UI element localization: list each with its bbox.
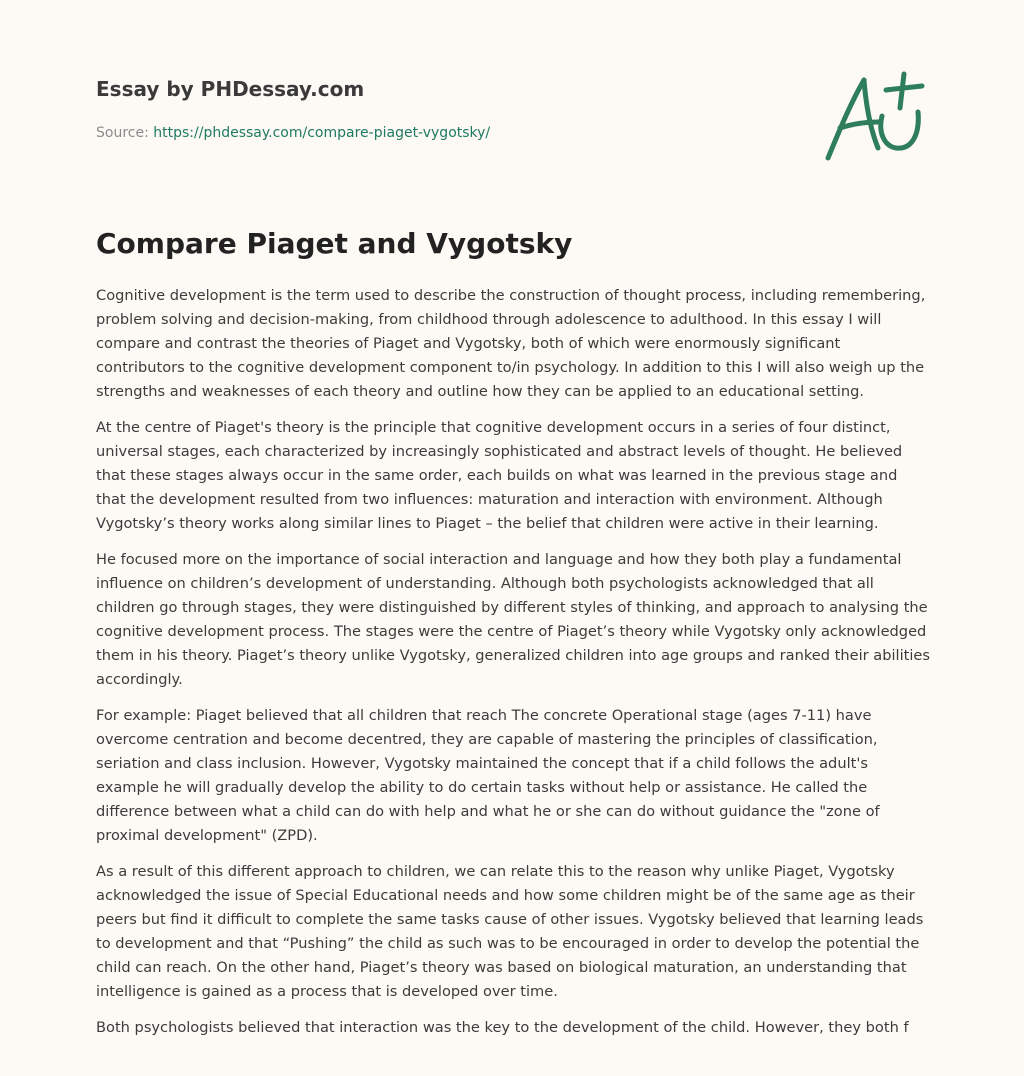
a-plus-grade-icon (820, 66, 930, 166)
page-header (96, 74, 796, 143)
essay-paragraph: Cognitive development is the term used to describe the construction of thought process, including remembering, problem solving and decision-making, from childhood through adolescence to adulthood. In this essay I will compare and contrast the theories of Piaget and Vygotsky, both of which were enormously significant contributors to the cognitive development component to/in psychology. In addition to this I will also weigh up the strengths and weaknesses of each theory and outline how they can be applied to an educational setting. (96, 287, 926, 400)
site-brand-title: Essay by PHDessay.com (96, 77, 365, 101)
essay-paragraph: As a result of this different approach to children, we can relate this to the reason why unlike Piaget, Vygotsky acknowledged the issue of Special Educational needs and how some children might be of the same age as their peers but find it difficult to complete the same tasks cause of other issues. Vygotsky believed that learning leads to development and that “Pushing” the child as such was to be encouraged in order to develop the potential the child can reach. On the other hand, Piaget’s theory was based on biological maturation, an understanding that intelligence is gained as a process that is developed over time. (96, 863, 924, 1000)
source-label: Source: (96, 125, 149, 141)
essay-paragraph: At the centre of Piaget's theory is the principle that cognitive development occurs in a series of four distinct, universal stages, each characterized by increasingly sophisticated and abstract levels of thought. He believed that these stages always occur in the same order, each builds on what was learned in the previous stage and that the development resulted from two influences: maturation and interaction with environment. Although Vygotsky’s theory works along similar lines to Piaget – the belief that children were active in their learning. (96, 419, 903, 532)
essay-title: Compare Piaget and Vygotsky (96, 227, 573, 260)
essay-paragraph: For example: Piaget believed that all children that reach The concrete Operational stage (ages 7-11) have overcome centration and become decentred, they are capable of mastering the principles of classification, seriation and class inclusion. However, Vygotsky maintained the concept that if a child follows the adult's example he will gradually develop the ability to do certain tasks without help or assistance. He called the difference between what a child can do with help and what he or she can do without guidance the "zone of proximal development" (ZPD). (96, 707, 880, 844)
essay-paragraph: He focused more on the importance of social interaction and language and how they both play a fundamental influence on children’s development of understanding. Although both psychologists acknowledged that all children go through stages, they were distinguished by different styles of thinking, and approach to analysing the cognitive development process. The stages were the centre of Piaget’s theory while Vygotsky only acknowledged them in his theory. Piaget’s theory unlike Vygotsky, generalized children into age groups and ranked their abilities accordingly. (96, 551, 931, 688)
source-link[interactable]: https://phdessay.com/compare-piaget-vygotsky/ (153, 125, 491, 141)
essay-paragraph: Both psychologists believed that interaction was the key to the development of the child. However, they both f (96, 1019, 909, 1036)
source-line (96, 123, 796, 143)
essay-body (96, 284, 931, 1052)
